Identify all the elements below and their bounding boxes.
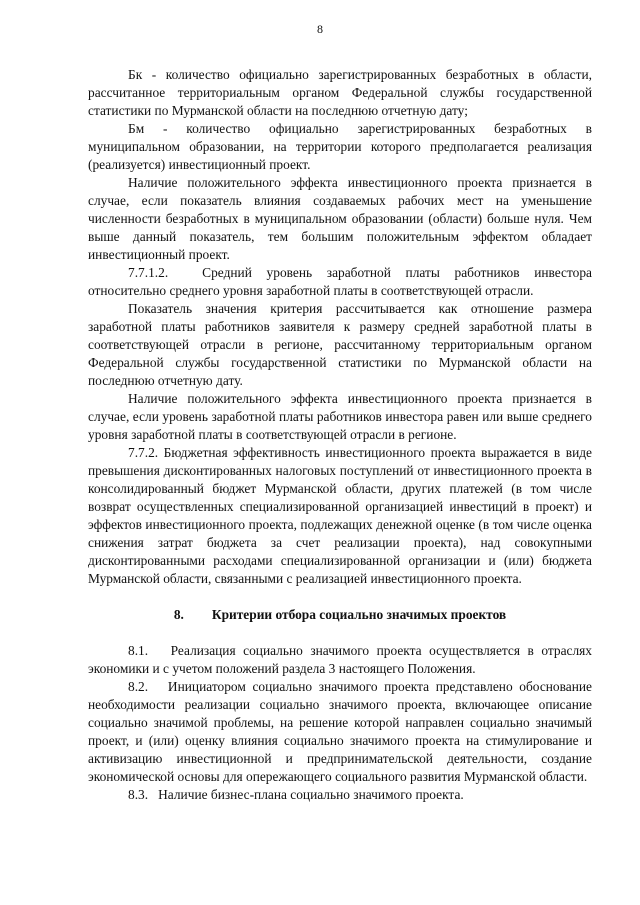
section-8-heading: [88, 606, 592, 624]
item-number: 8.2.: [128, 679, 149, 694]
paragraph-7-7-2: 7.7.2. Бюджетная эффективность инвестиционного проекта выражается в виде превышения дисконтированных налоговых поступлений от инвестиционного проекта в консолидированный бюджет Мурманской области, других платежей (в том числе возврат осуществленных специализированной организацией инвестиций в проект) и эффектов инвестиционного проекта, подлежащих денежной оценке (в том числе оценка снижения затрат бюджета за счет реализации проекта), над совокупными дисконтированными расходами специализированной организации и (или) бюджета Мурманской области, связанными с реализацией инвестиционного проекта.: [88, 445, 592, 586]
item-number: 8.1.: [128, 643, 149, 658]
paragraph-7-7-1-2: [88, 264, 592, 300]
page-number: 8: [317, 22, 323, 36]
clause-text: Средний уровень заработной платы работников инвестора относительно среднего уровня заработной платы в соответствующей отрасли.: [88, 265, 592, 298]
paragraph-8-2: [88, 678, 592, 786]
paragraph-positive-effect-unemployment: Наличие положительного эффекта инвестиционного проекта признается в случае, если показатель влияния создаваемых рабочих мест на уменьшение численности безработных в муниципальном образовании (области) больше нуля. Чем выше данный показатель, тем большим положительным эффектом обладает инвестиционный проект.: [88, 175, 592, 262]
item-text: Инициатором социально значимого проекта представлено обоснование необходимости реализации социально значимого проекта, включающее описание социально значимой проблемы, на решение которой направлен социально значимый проект, и (или) оценку влияния социально значимого проекта на стимулирование и активизацию инвестиционной и предпринимательской деятельности, создание экономической основы для опережающего социального развития Мурманской области.: [88, 679, 592, 784]
paragraph-bk-definition: Бк - количество официально зарегистрированных безработных в области, рассчитанное территориальным органом Федеральной службы государственной статистики по Мурманской области на последнюю отчетную дату;: [88, 67, 592, 118]
clause-number: 7.7.1.2.: [128, 265, 169, 280]
section-title: Критерии отбора социально значимых проектов: [211, 607, 507, 622]
document-body: [88, 66, 592, 804]
section-number: 8.: [173, 607, 184, 622]
item-number: 8.3.: [128, 787, 149, 802]
paragraph-8-3: [88, 786, 592, 804]
item-text: Реализация социально значимого проекта осуществляется в отраслях экономики и с учетом положений раздела 3 настоящего Положения.: [88, 643, 592, 676]
paragraph-criterion-calculation: Показатель значения критерия рассчитывается как отношение размера заработной платы работников заявителя к размеру средней заработной платы в соответствующей отрасли в регионе, рассчитанному территориальным органом Федеральной службы государственной статистики по Мурманской области на последнюю отчетную дату.: [88, 301, 592, 388]
paragraph-positive-effect-salary: Наличие положительного эффекта инвестиционного проекта признается в случае, если уровень заработной платы работников инвестора равен или выше среднего уровня заработной платы в соответствующей отрасли в регионе.: [88, 391, 592, 442]
paragraph-bm-definition: Бм - количество официально зарегистрированных безработных в муниципальном образовании, на территории которого предполагается реализация (реализуется) инвестиционный проект.: [88, 121, 592, 172]
item-text: Наличие бизнес-плана социально значимого проекта.: [158, 787, 464, 802]
paragraph-8-1: [88, 642, 592, 678]
